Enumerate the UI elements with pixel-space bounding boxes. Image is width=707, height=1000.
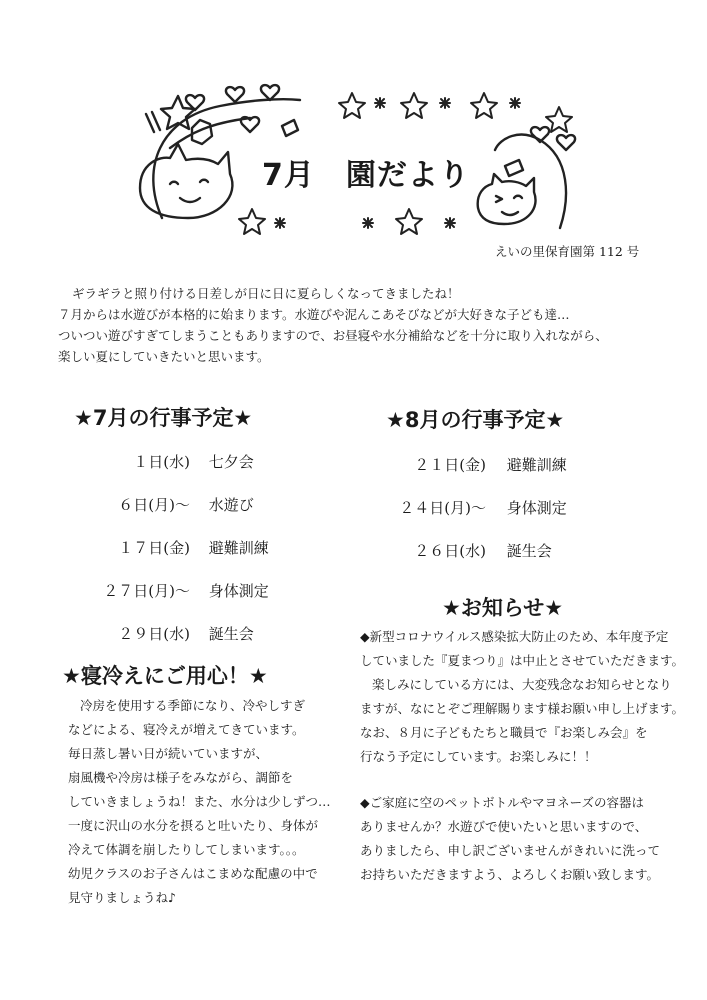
star-icon [161, 96, 195, 129]
intro-line: ギラギラと照り付ける日差しが日に日に夏らしくなってきましたね！ [72, 286, 460, 301]
intro-line: ７月からは水遊びが本格的に始まります。水遊びや泥んこあそびなどが大好きな子ども達… [58, 307, 570, 322]
text-line: 冷えて体調を崩したりしてしまいます。。。 [68, 842, 305, 857]
intro-line: 楽しい夏にしていきたいと思います。 [58, 349, 270, 364]
stars-bottom [239, 209, 422, 234]
text-line: などによる、寝冷えが増えてきています。 [68, 722, 305, 737]
schedule-event: 七夕会 [208, 453, 254, 471]
notice-heading: ★お知らせ★ [442, 596, 564, 620]
intro-text [58, 283, 678, 367]
vine-hearts-left [186, 85, 279, 132]
text-line: 幼児クラスのお子さんはこまめな配慮の中で [68, 866, 318, 881]
cold-warning-text [68, 694, 368, 910]
stars-top [339, 93, 572, 132]
text-line: ありませんか？水遊びで使いたいと思いますので、 [360, 819, 648, 834]
schedule-row [100, 580, 269, 601]
schedule-row [100, 623, 254, 644]
schedule-row [386, 454, 567, 475]
text-line: ありましたら、申し訳ございませんがきれいに洗って [360, 843, 661, 858]
schedule-row [100, 451, 254, 472]
text-line: 毎日蒸し暑い日が続いていますが、 [68, 746, 269, 761]
august-schedule-heading: ★8月の行事予定★ [386, 408, 565, 432]
schedule-event: 避難訓練 [208, 539, 269, 557]
schedule-row [100, 494, 254, 515]
schedule-date: ６日(月)〜 [118, 496, 190, 514]
text-line: 見守りましょうね♪ [68, 890, 176, 905]
schedule-row [100, 537, 269, 558]
schedule-row [386, 497, 567, 518]
text-line: なお、８月に子どもたちと職員で『お楽しみ会』を [360, 725, 648, 740]
page-title: 7月 園だより [262, 158, 470, 193]
text-line: ◆新型コロナウイルス感染拡大防止のため、本年度予定 [360, 629, 669, 644]
schedule-date: １７日(金) [118, 539, 190, 557]
schedule-date: ２４日(月)〜 [399, 499, 486, 517]
right-cat-illustration [478, 174, 536, 224]
schedule-row [386, 540, 552, 561]
schedule-event: 誕生会 [506, 542, 552, 560]
text-line: していました『夏まつり』は中止とさせていただきます。 [360, 653, 685, 668]
text-line: 楽しみにしている方には、大変残念なお知らせとなり [372, 677, 672, 692]
issue-number: えいの里保育園第 112 号 [495, 244, 640, 259]
schedule-event: 誕生会 [208, 625, 254, 643]
schedule-event: 身体測定 [506, 499, 567, 517]
notice-text [360, 625, 690, 887]
schedule-event: 水遊び [208, 496, 254, 514]
schedule-event: 身体測定 [208, 582, 269, 600]
july-schedule-heading: ★7月の行事予定★ [74, 406, 253, 430]
text-line: ますが、なにとぞご理解賜ります様お願い申し上げます。 [360, 701, 685, 716]
text-line: お持ちいただきますよう、よろしくお願い致します。 [360, 867, 660, 882]
text-line: ◆ご家庭に空のペットボトルやマヨネーズの容器は [360, 795, 644, 810]
schedule-date: １日(水) [133, 453, 190, 471]
text-line: 行なう予定にしています。お楽しみに！！ [360, 749, 597, 764]
text-line: 冷房を使用する季節になり、冷やしすぎ [80, 698, 306, 713]
intro-line: ついつい遊びすぎてしまうこともありますので、お昼寝や水分補給などを十分に取り入れながら、 [58, 328, 608, 343]
text-line: 一度に沢山の水分を摂ると吐いたり、身体が [68, 818, 319, 833]
text-line: していきましょうね！また、水分は少しずつ… [68, 794, 331, 809]
cold-warning-heading: ★寝冷えにご用心！★ [62, 664, 268, 688]
schedule-date: ２９日(水) [118, 625, 190, 643]
schedule-event: 避難訓練 [506, 456, 567, 474]
schedule-date: ２６日(水) [414, 542, 486, 560]
schedule-date: ２１日(金) [414, 456, 486, 474]
text-line: 扇風機や冷房は様子をみながら、調節を [68, 770, 294, 785]
schedule-date: ２７日(月)〜 [103, 582, 190, 600]
